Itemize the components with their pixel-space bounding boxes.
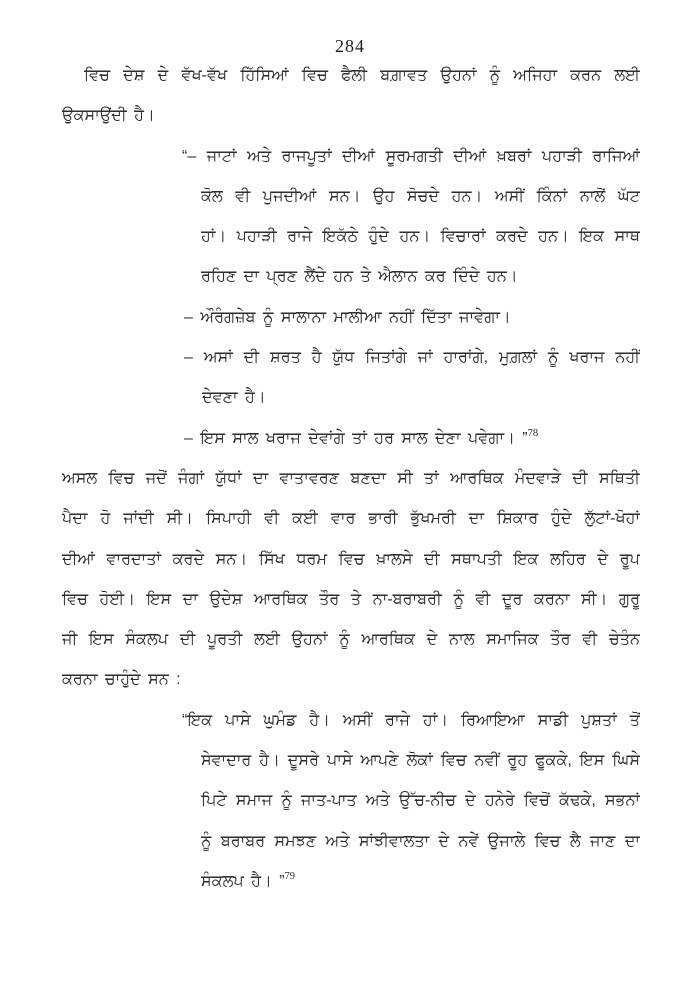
line-text: ਕੋਲ ਵੀ ਪੁਜਦੀਆਂ ਸਨ। ਉਹ ਸੋਚਦੇ ਹਨ। ਅਸੀਂ ਕਿੰਨਾਂ ਨਾਲੋਂ ਘੱਟ <box>201 187 640 205</box>
line-text: ਹਾਂ। ਪਹਾੜੀ ਰਾਜੇ ਇਕੱਠੇ ਹੁੰਦੇ ਹਨ। ਵਿਚਾਰਾਂ ਕਰਦੇ ਹਨ। ਇਕ ਸਾਥ <box>201 228 640 246</box>
line-text: – ਅਸਾਂ ਦੀ ਸ਼ਰਤ ਹੈ ਯੁੱਧ ਜਿਤਾਂਗੇ ਜਾਂ ਹਾਰਾਂਗੇ, ਮੁਗ਼ਲਾਂ ਨੂੰ ਖਰਾਜ ਨਹੀਂ <box>184 349 640 367</box>
text-line <box>84 56 640 96</box>
text-line <box>201 741 640 781</box>
line-text: ਪੈਦਾ ਹੋ ਜਾਂਦੀ ਸੀ। ਸਿਪਾਹੀ ਵੀ ਕਈ ਵਾਰ ਭਾਰੀ ਭੁੱਖਮਰੀ ਦਾ ਸ਼ਿਕਾਰ ਹੁੰਦੇ ਲੁੱਟਾਂ-ਖੋਹਾਂ <box>62 510 640 528</box>
line-text: ਵਿਚ ਹੋਈ। ਇਸ ਦਾ ਉਦੇਸ਼ ਆਰਥਿਕ ਤੌਰ ਤੇ ਨਾ-ਬਰਾਬਰੀ ਨੂੰ ਵੀ ਦੂਰ ਕਰਨਾ ਸੀ। ਗੁਰੂ <box>62 590 640 608</box>
text-line <box>201 217 640 257</box>
text-line <box>184 338 640 378</box>
footnote-ref: 78 <box>527 427 539 439</box>
line-text: ਸੰਕਲਪ ਹੈ। ” <box>201 872 285 890</box>
text-line <box>62 580 640 620</box>
text-line <box>62 459 640 499</box>
line-text: ਅਸਲ ਵਿਚ ਜਦੋਂ ਜੰਗਾਂ ਯੁੱਧਾਂ ਦਾ ਵਾਤਾਵਰਣ ਬਣਦਾ ਸੀ ਤਾਂ ਆਰਥਿਕ ਮੰਦਵਾੜੇ ਦੀ ਸਥਿਤੀ <box>62 469 640 487</box>
quote-2 <box>62 701 640 902</box>
text-line <box>202 378 640 418</box>
line-text: ਦੀਆਂ ਵਾਰਦਾਤਾਂ ਕਰਦੇ ਸਨ। ਸਿੱਖ ਧਰਮ ਵਿਚ ਖ਼ਾਲਸੇ ਦੀ ਸਥਾਪਤੀ ਇਕ ਲਹਿਰ ਦੇ ਰੂਪ <box>62 550 640 568</box>
line-text: – ਇਸ ਸਾਲ ਖਰਾਜ ਦੇਵਾਂਗੇ ਤਾਂ ਹਰ ਸਾਲ ਦੇਣਾ ਪਵੇਗਾ। ” <box>184 429 528 447</box>
paragraph-2 <box>62 459 640 701</box>
footnote-ref: 79 <box>284 870 296 882</box>
text-line <box>201 257 640 297</box>
line-text: ਰਹਿਣ ਦਾ ਪ੍ਰਣ ਲੈਂਦੇ ਹਨ ਤੇ ਐਲਾਨ ਕਰ ਦਿੰਦੇ ਹਨ। <box>201 268 518 286</box>
line-text: ਦੇਵਣਾ ਹੈ। <box>202 389 266 407</box>
text-line <box>62 660 640 700</box>
text-line <box>62 96 640 136</box>
text-line <box>201 862 640 902</box>
line-text: ਕਰਨਾ ਚਾਹੁੰਦੇ ਸਨ : <box>62 671 181 689</box>
text-line <box>62 499 640 539</box>
text-line <box>184 419 640 459</box>
line-text: – ਔਰੰਗਜ਼ੇਬ ਨੂੰ ਸਾਲਾਨਾ ਮਾਲੀਆ ਨਹੀਂ ਦਿੱਤਾ ਜਾਵੇਗਾ। <box>184 308 511 326</box>
page-number: 284 <box>335 36 365 56</box>
line-text: ਨੂੰ ਬਰਾਬਰ ਸਮਝਣ ਅਤੇ ਸਾਂਝੀਵਾਲਤਾ ਦੇ ਨਵੇਂ ਉਜਾਲੇ ਵਿਚ ਲੈ ਜਾਣ ਦਾ <box>201 832 640 850</box>
text-line <box>201 822 640 862</box>
text-line <box>184 298 640 338</box>
text-line <box>201 781 640 821</box>
line-text: ਜੀ ਇਸ ਸੰਕਲਪ ਦੀ ਪੂਰਤੀ ਲਈ ਉਹਨਾਂ ਨੂੰ ਆਰਥਿਕ ਦੇ ਨਾਲ ਸਮਾਜਿਕ ਤੌਰ ਵੀ ਚੇਤੰਨ <box>62 631 640 649</box>
quote-1 <box>62 137 640 459</box>
text-line <box>201 177 640 217</box>
line-text: ਉਕਸਾਉਂਦੀ ਹੈ। <box>62 107 155 125</box>
line-text: ਪਿਟੇ ਸਮਾਜ ਨੂੰ ਜਾਤ-ਪਾਤ ਅਤੇ ਉੱਚ-ਨੀਚ ਦੇ ਹਨੇਰੇ ਵਿਚੋਂ ਕੱਢਕੇ, ਸਭਨਾਂ <box>201 792 640 810</box>
line-text: ਸੇਵਾਦਾਰ ਹੈ। ਦੂਸਰੇ ਪਾਸੇ ਆਪਣੇ ਲੋਕਾਂ ਵਿਚ ਨਵੀਂ ਰੂਹ ਫੂਕਕੇ, ਇਸ ਘਿਸੇ <box>201 752 640 770</box>
text-line <box>182 701 640 741</box>
text-line <box>62 620 640 660</box>
paragraph-1 <box>62 56 640 137</box>
text-line <box>62 540 640 580</box>
line-text: “ਇਕ ਪਾਸੇ ਘੁਮੰਡ ਹੈ। ਅਸੀਂ ਰਾਜੇ ਹਾਂ। ਰਿਆਇਆ ਸਾਡੀ ਪੁਸ਼ਤਾਂ ਤੋਂ <box>182 711 640 729</box>
line-text: “– ਜਾਟਾਂ ਅਤੇ ਰਾਜਪੂਤਾਂ ਦੀਆਂ ਸੂਰਮਗਤੀ ਦੀਆਂ ਖ਼ਬਰਾਂ ਪਹਾੜੀ ਰਾਜਿਆਂ <box>182 147 640 165</box>
line-text: ਵਿਚ ਦੇਸ਼ ਦੇ ਵੱਖ-ਵੱਖ ਹਿੱਸਿਆਂ ਵਿਚ ਫੈਲੀ ਬਗ਼ਾਵਤ ਉਹਨਾਂ ਨੂੰ ਅਜਿਹਾ ਕਰਨ ਲਈ <box>84 67 640 84</box>
text-line <box>182 137 640 177</box>
page-content <box>62 56 640 902</box>
